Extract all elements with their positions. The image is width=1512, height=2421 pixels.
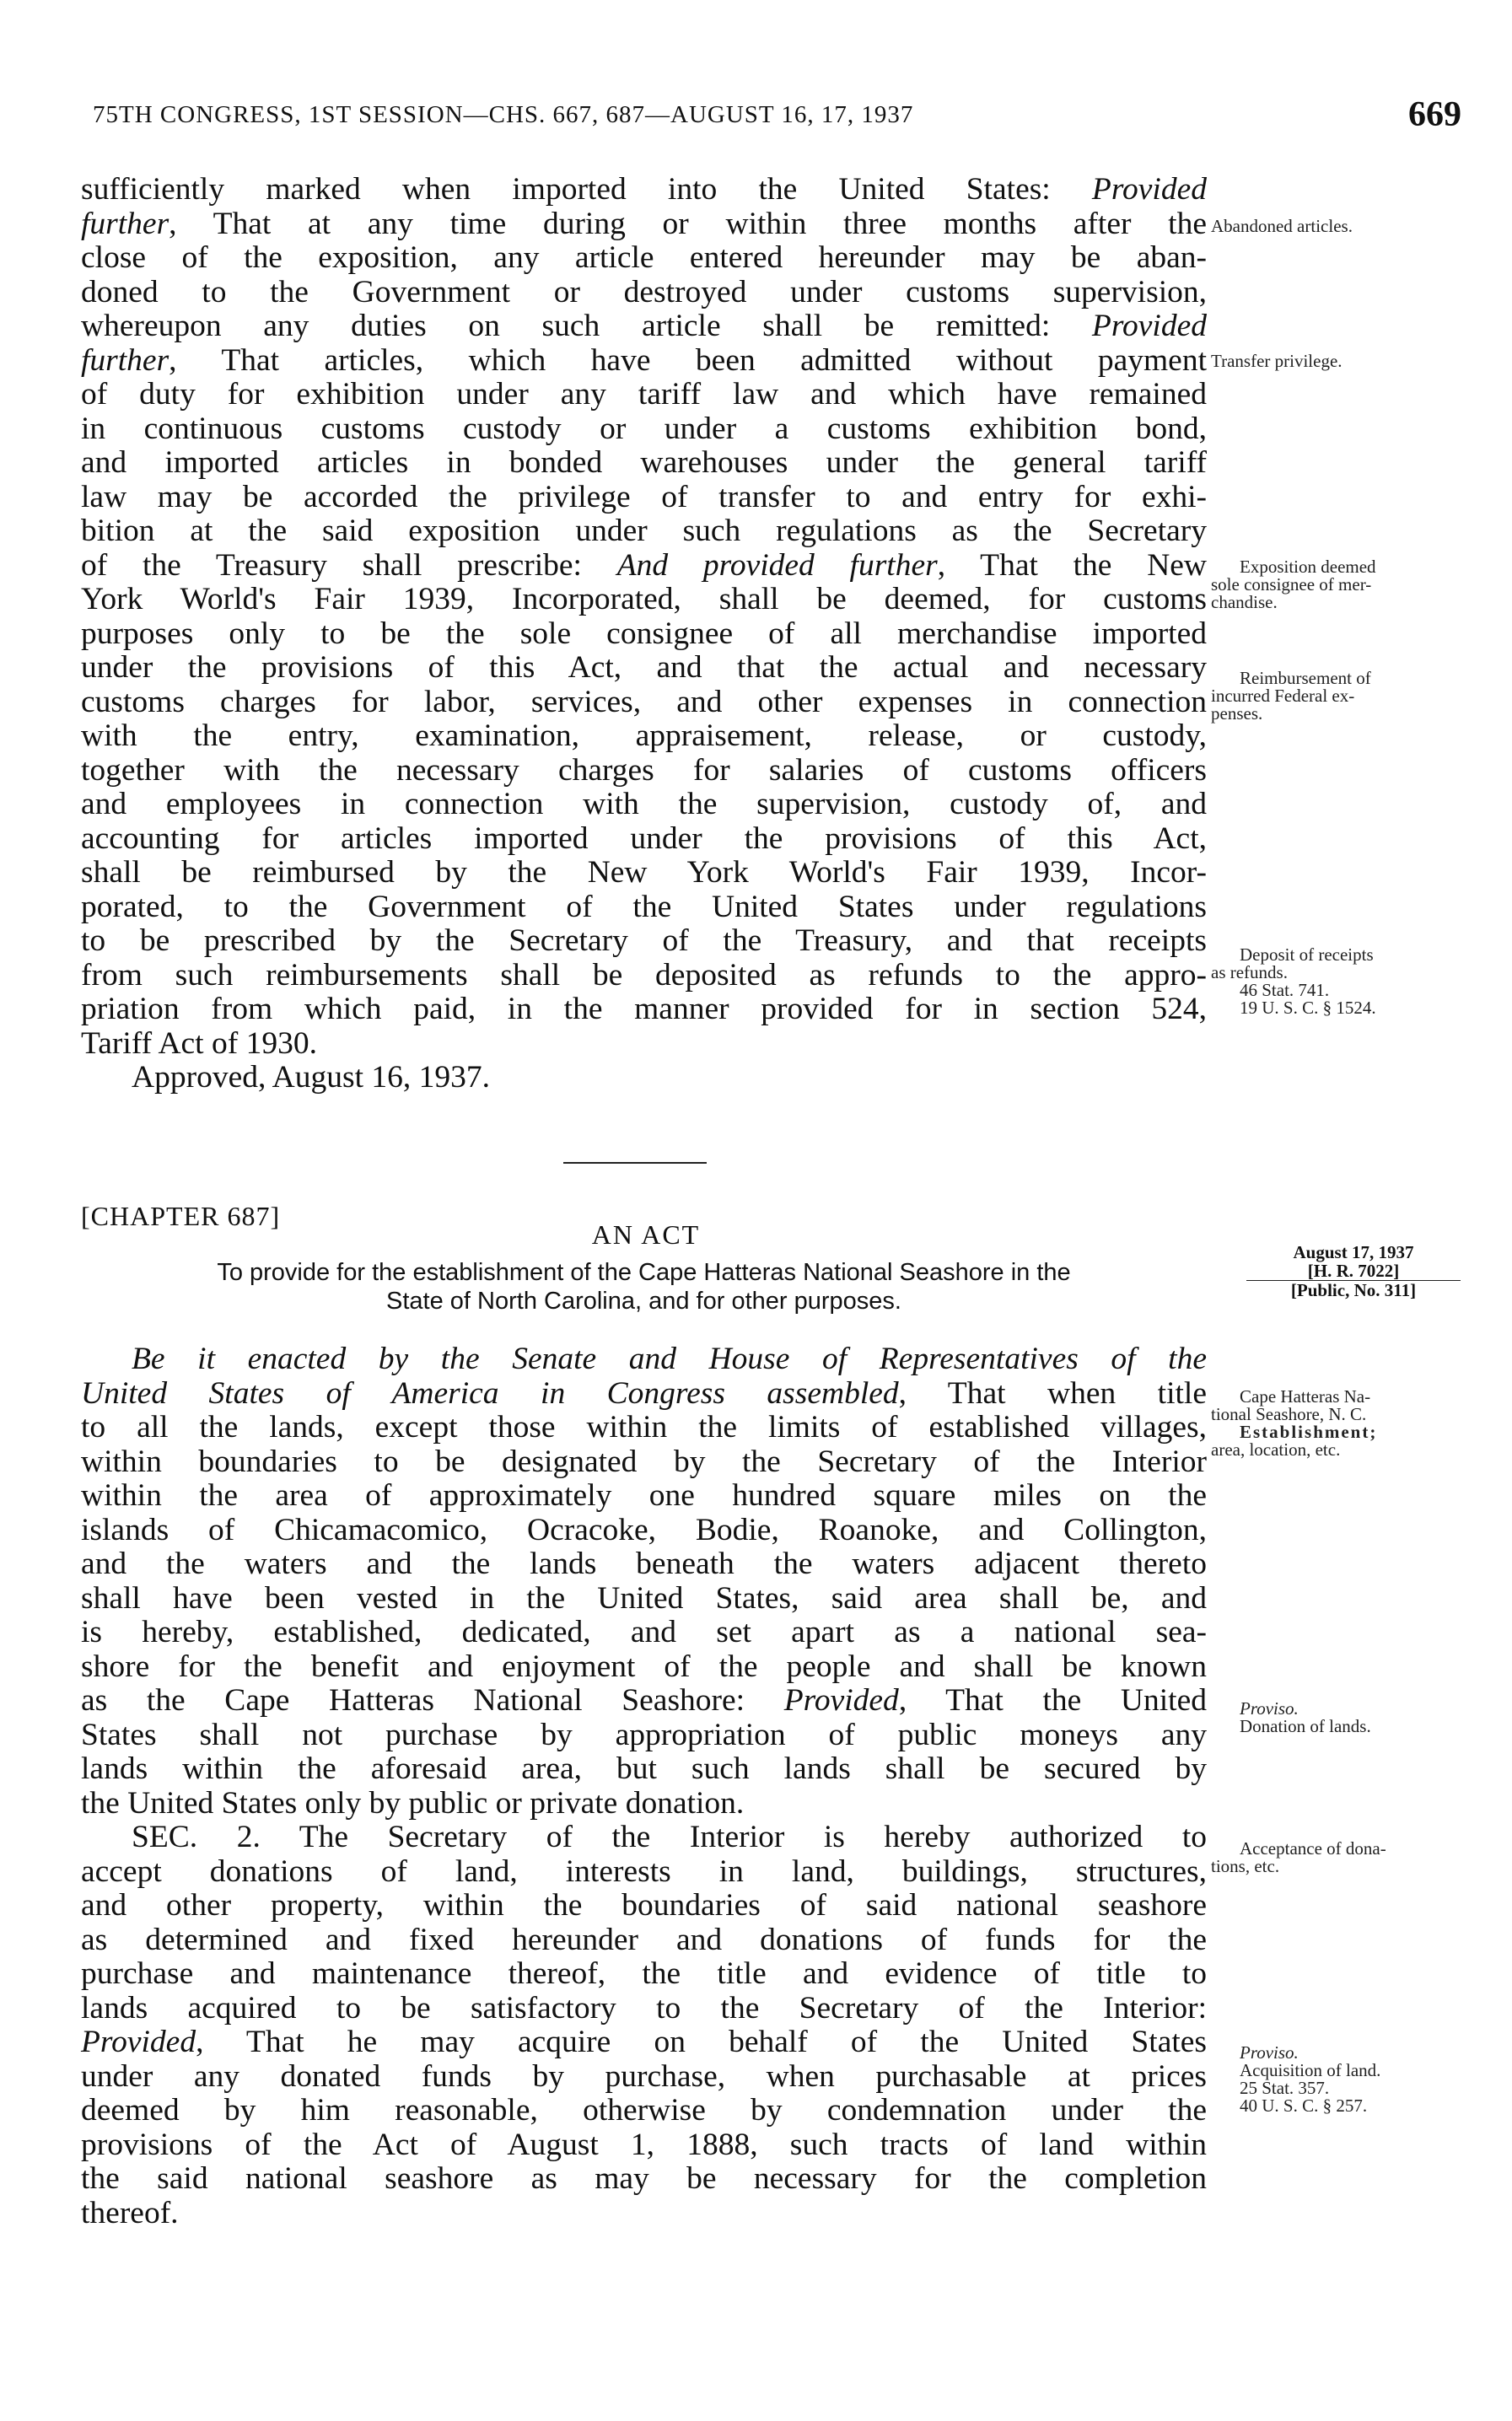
text-line: under any donated funds by purchase, when purchasable at prices	[81, 2058, 1207, 2094]
text-line: the said national seashore as may be necessary for the completion	[81, 2161, 1207, 2196]
text-line: and other property, within the boundaries of said national seashore	[81, 1888, 1207, 1923]
margin-note-reimbursement: Reimbursement of incurred Federal ex- penses.	[1211, 668, 1371, 724]
text-line: Be it enacted by the Senate and House of Representatives of the	[132, 1342, 1207, 1376]
enactment-date: August 17, 1937	[1293, 1242, 1414, 1262]
text-line: is hereby, established, dedicated, and set apart as a national sea-	[81, 1615, 1207, 1649]
text-line: further, That articles, which have been admitted without payment	[81, 342, 1207, 378]
text-line: as determined and fixed hereunder and donations of funds for the	[81, 1922, 1207, 1957]
chapter-667-text	[81, 173, 1207, 1095]
text-line: together with the necessary charges for salaries of customs officers	[81, 752, 1207, 788]
text-line: further, That at any time during or within three months after the	[81, 206, 1207, 241]
text-line: within the area of approximately one hundred square miles on the	[81, 1478, 1207, 1513]
act-purpose: To provide for the establishment of the Cape Hatteras National Seashore in the State of North Carolina, and for other purposes.	[217, 1259, 1071, 1315]
text-line: Provided, That he may acquire on behalf of the United States	[81, 2025, 1207, 2059]
text-line: sufficiently marked when imported into the United States: Provided	[81, 172, 1207, 207]
text-line: SEC. 2. The Secretary of the Interior is hereby authorized to	[132, 1820, 1207, 1854]
text-line: United States of America in Congress assembled, That when title	[81, 1375, 1207, 1411]
text-line: customs charges for labor, services, and other expenses in connection	[81, 684, 1207, 719]
text-line: thereof.	[81, 2195, 179, 2230]
text-line: to all the lands, except those within the limits of established villages,	[81, 1410, 1207, 1445]
text-line: States shall not purchase by appropriation of public moneys any	[81, 1717, 1207, 1752]
text-line: priation from which paid, in the manner provided for in section 524,	[81, 992, 1207, 1026]
text-line: whereupon any duties on such article shall be remitted: Provided	[81, 309, 1207, 343]
section-divider	[563, 1162, 707, 1164]
running-head: 75TH CONGRESS, 1ST SESSION—CHS. 667, 687—AUGUST 16, 17, 1937	[93, 101, 914, 128]
text-line: islands of Chicamacomico, Ocracoke, Bodie, Roanoke, and Collington,	[81, 1512, 1207, 1547]
text-line: to be prescribed by the Secretary of the Treasury, and that receipts	[81, 923, 1207, 958]
act-title: AN ACT	[591, 1219, 701, 1250]
text-line: in continuous customs custody or under a customs exhibition bond,	[81, 411, 1207, 446]
text-line: deemed by him reasonable, otherwise by condemnation under the	[81, 2093, 1207, 2128]
text-line: as the Cape Hatteras National Seashore: Provided, That the United	[81, 1683, 1207, 1718]
text-line: and employees in connection with the supervision, custody of, and	[81, 787, 1207, 821]
text-line: porated, to the Government of the United States under regulations	[81, 889, 1207, 924]
text-line: law may be accorded the privilege of transfer to and entry for exhi-	[81, 479, 1207, 514]
text-line: bition at the said exposition under such regulations as the Secretary	[81, 514, 1207, 548]
text-line: of duty for exhibition under any tariff law and which have remained	[81, 377, 1207, 412]
text-line: accept donations of land, interests in land, buildings, structures,	[81, 1853, 1207, 1889]
text-line: lands acquired to be satisfactory to the Secretary of the Interior:	[81, 1990, 1207, 2026]
bill-number: [H. R. 7022]	[1307, 1261, 1400, 1281]
page-number: 669	[1408, 95, 1461, 134]
text-line: lands within the aforesaid area, but such lands shall be secured by	[81, 1751, 1207, 1786]
enactment-info	[1231, 1243, 1476, 1299]
public-law-number: [Public, No. 311]	[1290, 1280, 1417, 1300]
text-line: shall be reimbursed by the New York World's Fair 1939, Incor-	[81, 855, 1207, 890]
text-line: from such reimbursements shall be deposited as refunds to the appro-	[81, 957, 1207, 993]
margin-note-abandoned: Abandoned articles.	[1211, 216, 1353, 236]
approved-line: Approved, August 16, 1937.	[132, 1060, 490, 1095]
margin-note-acceptance: Acceptance of dona- tions, etc.	[1211, 1838, 1386, 1876]
text-line: of the Treasury shall prescribe: And provided further, That the New	[81, 547, 1208, 583]
text-line: shore for the benefit and enjoyment of the people and shall be known	[81, 1649, 1207, 1684]
margin-note-proviso-donation: Proviso. Donation of lands.	[1240, 1698, 1371, 1736]
text-line: Tariff Act of 1930.	[81, 1025, 317, 1061]
margin-note-proviso-acquisition: Proviso. Acquisition of land. 25 Stat. 357. 40 U. S. C. § 257.	[1240, 2042, 1381, 2116]
margin-note-exposition: Exposition deemed sole consignee of mer- chandise.	[1211, 557, 1376, 612]
margin-note-cape-hatteras: Cape Hatteras Na- tional Seashore, N. C. Establishment; area, location, etc.	[1211, 1386, 1378, 1460]
text-line: and imported articles in bonded warehouses under the general tariff	[81, 445, 1207, 480]
margin-note-transfer: Transfer privilege.	[1211, 351, 1343, 371]
text-line: the United States only by public or private donation.	[81, 1785, 745, 1821]
text-line: and the waters and the lands beneath the waters adjacent thereto	[81, 1547, 1207, 1581]
margin-note-deposit: Deposit of receipts as refunds. 46 Stat. 741. 19 U. S. C. § 1524.	[1211, 944, 1376, 1018]
text-line: shall have been vested in the United States, said area shall be, and	[81, 1580, 1207, 1616]
text-line: accounting for articles imported under the provisions of this Act,	[81, 820, 1207, 856]
chapter-label: [CHAPTER 687]	[81, 1201, 281, 1231]
text-line: doned to the Government or destroyed under customs supervision,	[81, 274, 1207, 309]
text-line: provisions of the Act of August 1, 1888, such tracts of land within	[81, 2127, 1207, 2162]
text-line: purposes only to be the sole consignee of all merchandise imported	[81, 616, 1207, 651]
text-line: under the provisions of this Act, and that the actual and necessary	[81, 650, 1207, 685]
text-line: within boundaries to be designated by the Secretary of the Interior	[81, 1444, 1207, 1479]
text-line: close of the exposition, any article entered hereunder may be aban-	[81, 240, 1207, 275]
text-line: with the entry, examination, appraisement, release, or custody,	[81, 718, 1207, 753]
text-line: purchase and maintenance thereof, the title and evidence of title to	[81, 1956, 1207, 1991]
chapter-687-text	[81, 1342, 1207, 2230]
text-line: York World's Fair 1939, Incorporated, shall be deemed, for customs	[81, 582, 1207, 616]
